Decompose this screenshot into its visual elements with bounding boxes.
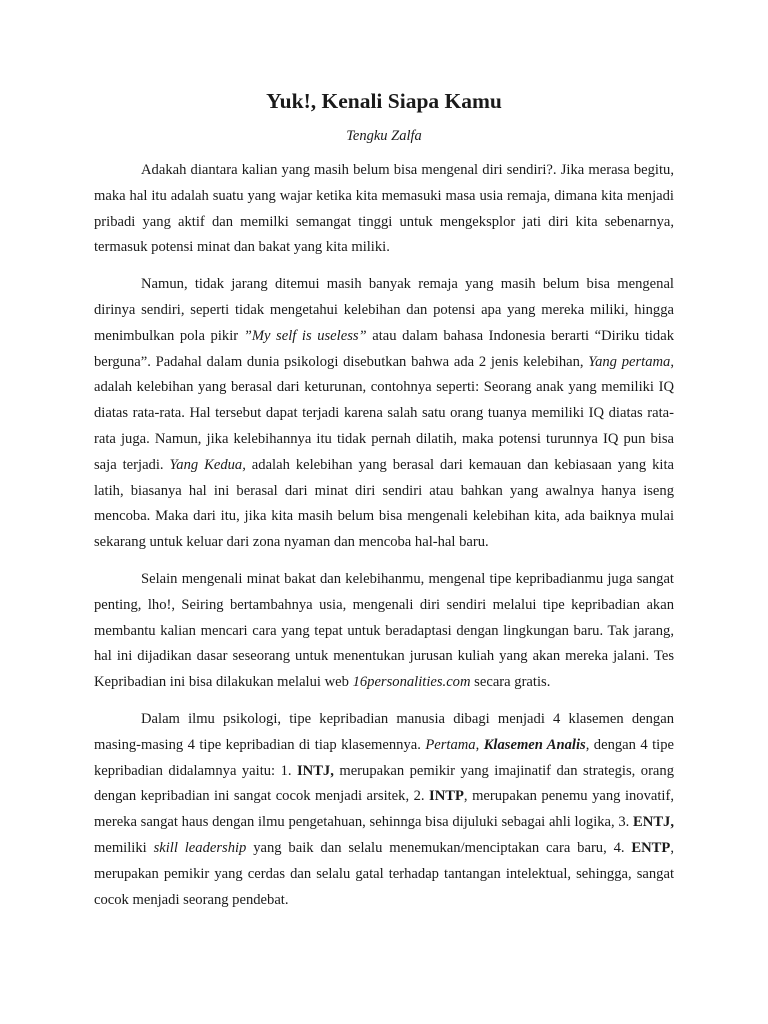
paragraph-text: secara gratis. xyxy=(470,674,551,691)
emphasis-text: 16personalities.com xyxy=(352,674,471,691)
paragraph-text: , adalah kelebihan yang berasal dari keturunan, contohnya seperti: Seorang anak yang memiliki IQ diatas rata-rata. Hal tersebut dapat terjadi karena salah satu orang tuanya memiliki IQ diatas rata-rata juga. Namun, jika kelebihannya itu tidak pernah dilatih, maka potensi turunnya IQ pun bisa saja terjadi. xyxy=(94,353,674,473)
article-body xyxy=(94,158,674,913)
paragraph-text: yang baik dan selalu menemukan/menciptakan cara baru, 4. xyxy=(246,839,632,856)
emphasis-text: Yang Kedua, xyxy=(169,456,246,473)
paragraph xyxy=(94,158,674,261)
paragraph-text: Namun, tidak jarang ditemui masih banyak remaja yang masih belum bisa mengenal dirinya sendiri, seperti tidak mengetahui kelebihan dan potensi apa yang mereka miliki, hingga menimbulkan pola pikir xyxy=(94,276,674,344)
paragraph xyxy=(94,567,674,696)
article-author: Tengku Zalfa xyxy=(346,128,422,144)
paragraph xyxy=(94,272,674,556)
paragraph xyxy=(94,707,674,913)
emphasis-text: ”My self is useless” xyxy=(243,327,367,344)
paragraph-text: atau dalam bahasa Indonesia berarti “Diriku tidak berguna”. Padahal dalam dunia psikologi disebutkan bahwa ada 2 jenis kelebihan, xyxy=(94,327,675,370)
paragraph-text: , merupakan pemikir yang cerdas dan selalu gatal terhadap tantangan intelektual, sehingga, sangat cocok menjadi seorang pendebat. xyxy=(94,839,674,908)
emphasis-text: Pertama xyxy=(425,736,476,753)
paragraph-text: Selain mengenali minat bakat dan kelebihanmu, mengenal tipe kepribadianmu juga sangat penting, lho!, Seiring bertambahnya usia, mengenali diri sendiri melalui tipe kepribadian akan membantu kalian mencari cara yang tepat untuk beradaptasi dengan lingkungan baru. Tak jarang, hal ini dijadikan dasar seseorang untuk menentukan jurusan kuliah yang akan mereka jalani. Tes Kepribadian ini bisa dilakukan melalui web xyxy=(94,570,674,691)
emphasis-text: ENTP xyxy=(631,839,671,856)
emphasis-text: skill leadership xyxy=(153,839,247,856)
paragraph-text: , merupakan penemu yang inovatif, mereka sangat haus dengan ilmu pengetahuan, sehinnga bisa dijuluki sebagai ahli logika, 3. xyxy=(94,788,674,831)
paragraph-text: merupakan pemikir yang imajinatif dan strategis, orang dengan kepribadian ini sangat cocok menjadi arsitek, 2. xyxy=(94,762,674,805)
emphasis-text: ENTJ, xyxy=(633,814,674,831)
paragraph-text: memiliki xyxy=(94,839,154,856)
paragraph-text: Adakah diantara kalian yang masih belum bisa mengenal diri sendiri?. Jika merasa begitu, maka hal itu adalah suatu yang wajar ketika kita memasuki masa usia remaja, dimana kita menjadi pribadi yang aktif dan memilki semangat tinggi untuk mengeksplor jati diri kita sebenarnya, termasuk potensi minat dan bakat yang kita miliki. xyxy=(94,162,674,256)
emphasis-text: Klasemen Analis xyxy=(483,736,586,753)
paragraph-text: , xyxy=(475,736,484,753)
emphasis-text: Yang pertama xyxy=(588,353,671,370)
emphasis-text: INTP xyxy=(429,788,464,805)
paragraph-text: , dengan 4 tipe kepribadian didalamnya yaitu: 1. xyxy=(94,736,674,779)
paragraph-text: Dalam ilmu psikologi, tipe kepribadian manusia dibagi menjadi 4 klasemen dengan masing-masing 4 tipe kepribadian di tiap klasemennya. xyxy=(94,710,674,753)
article-title: Yuk!, Kenali Siapa Kamu xyxy=(266,89,502,113)
paragraph-text: adalah kelebihan yang berasal dari kemauan dan kebiasaan yang kita latih, biasanya hal ini berasal dari minat diri sendiri atau bahkan yang awalnya hanya iseng mencoba. Maka dari itu, jika kita masih belum bisa mengenali kelebihan kita, ada baiknya mulai sekarang untuk keluar dari zona nyaman dan mencoba hal-hal baru. xyxy=(94,456,674,551)
emphasis-text: INTJ, xyxy=(296,762,334,779)
